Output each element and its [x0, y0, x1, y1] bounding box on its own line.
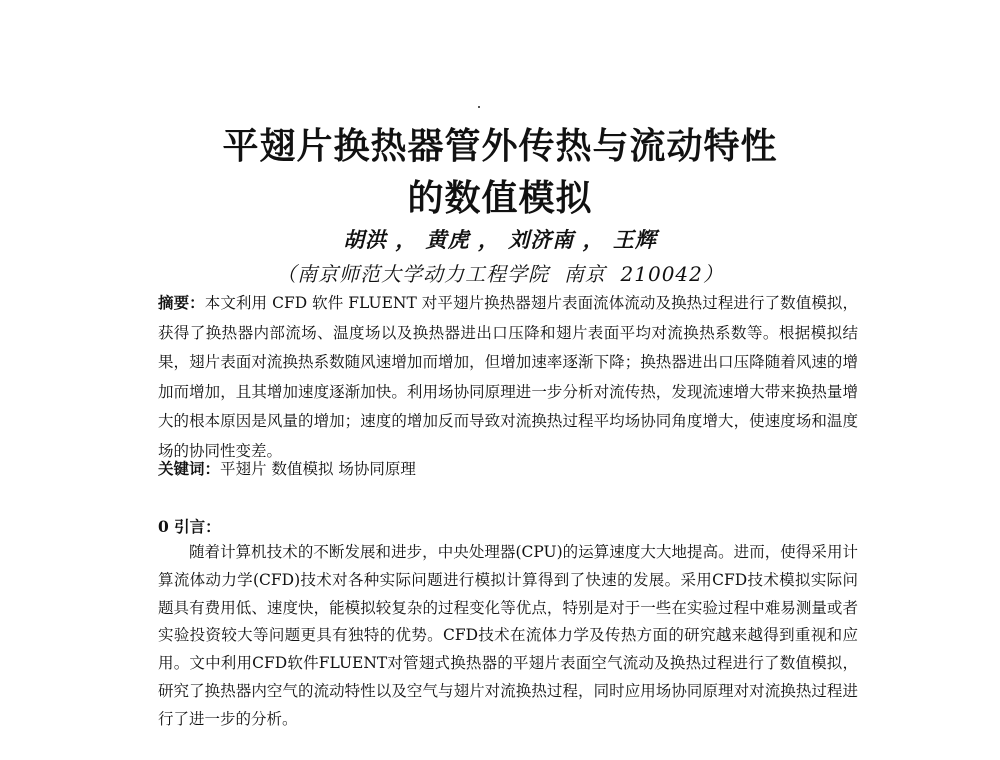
keywords-text: 平翅片 数值模拟 场协同原理 — [220, 460, 416, 478]
abstract — [158, 288, 858, 466]
abstract-label: 摘要： — [158, 293, 205, 312]
paper-title-line-2: 的数值模拟 — [407, 178, 593, 219]
keywords — [158, 457, 858, 481]
author-list: 胡洪 ， 黄虎 ， 刘济南 ， 王辉 — [343, 227, 657, 252]
abstract-text: 本文利用 CFD 软件 FLUENT 对平翅片换热器翅片表面流体流动及换热过程进行了数值模拟，获得了换热器内部流场、温度场以及换热器进出口压降和翅片表面平均对流换热系数等。根据模拟结果，翅片表面对流换热系数随风速增加而增加，但增加速率逐渐下降；换热器进出口压降随着风速的增加而增加，且其增加速度逐渐加快。利用场协同原理进一步分析对流传热，发现流速增大带来换热量增大的根本原因是风量的增加；速度的增加反而导致对流换热过程平均场协同角度增大，使速度场和温度场的协同性变差。 — [158, 294, 858, 460]
author-affiliation: （南京师范大学动力工程学院 南京 210042） — [276, 262, 724, 286]
scan-speck — [478, 106, 480, 108]
section-heading-introduction: 0 引言： — [158, 517, 221, 536]
keywords-label: 关键词： — [158, 459, 221, 478]
paper-title-line-1: 平翅片换热器管外传热与流动特性 — [222, 126, 778, 167]
introduction-paragraph: 随着计算机技术的不断发展和进步，中央处理器(CPU)的运算速度大大地提高。进而，使得采用计算流体动力学(CFD)技术对各种实际问题进行模拟计算得到了快速的发展。采用CFD技术模拟实际问题具有费用低、速度快，能模拟较复杂的过程变化等优点，特别是对于一些在实验过程中难易测量或者实验投资较大等问题更具有独特的优势。CFD技术在流体力学及传热方面的研究越来越得到重视和应用。文中利用CFD软件FLUENT对管翅式换热器的平翅片表面空气流动及换热过程进行了数值模拟，研究了换热器内空气的流动特性以及空气与翅片对流换热过程，同时应用场协同原理对对流换热过程进行了进一步的分析。 — [158, 543, 858, 728]
